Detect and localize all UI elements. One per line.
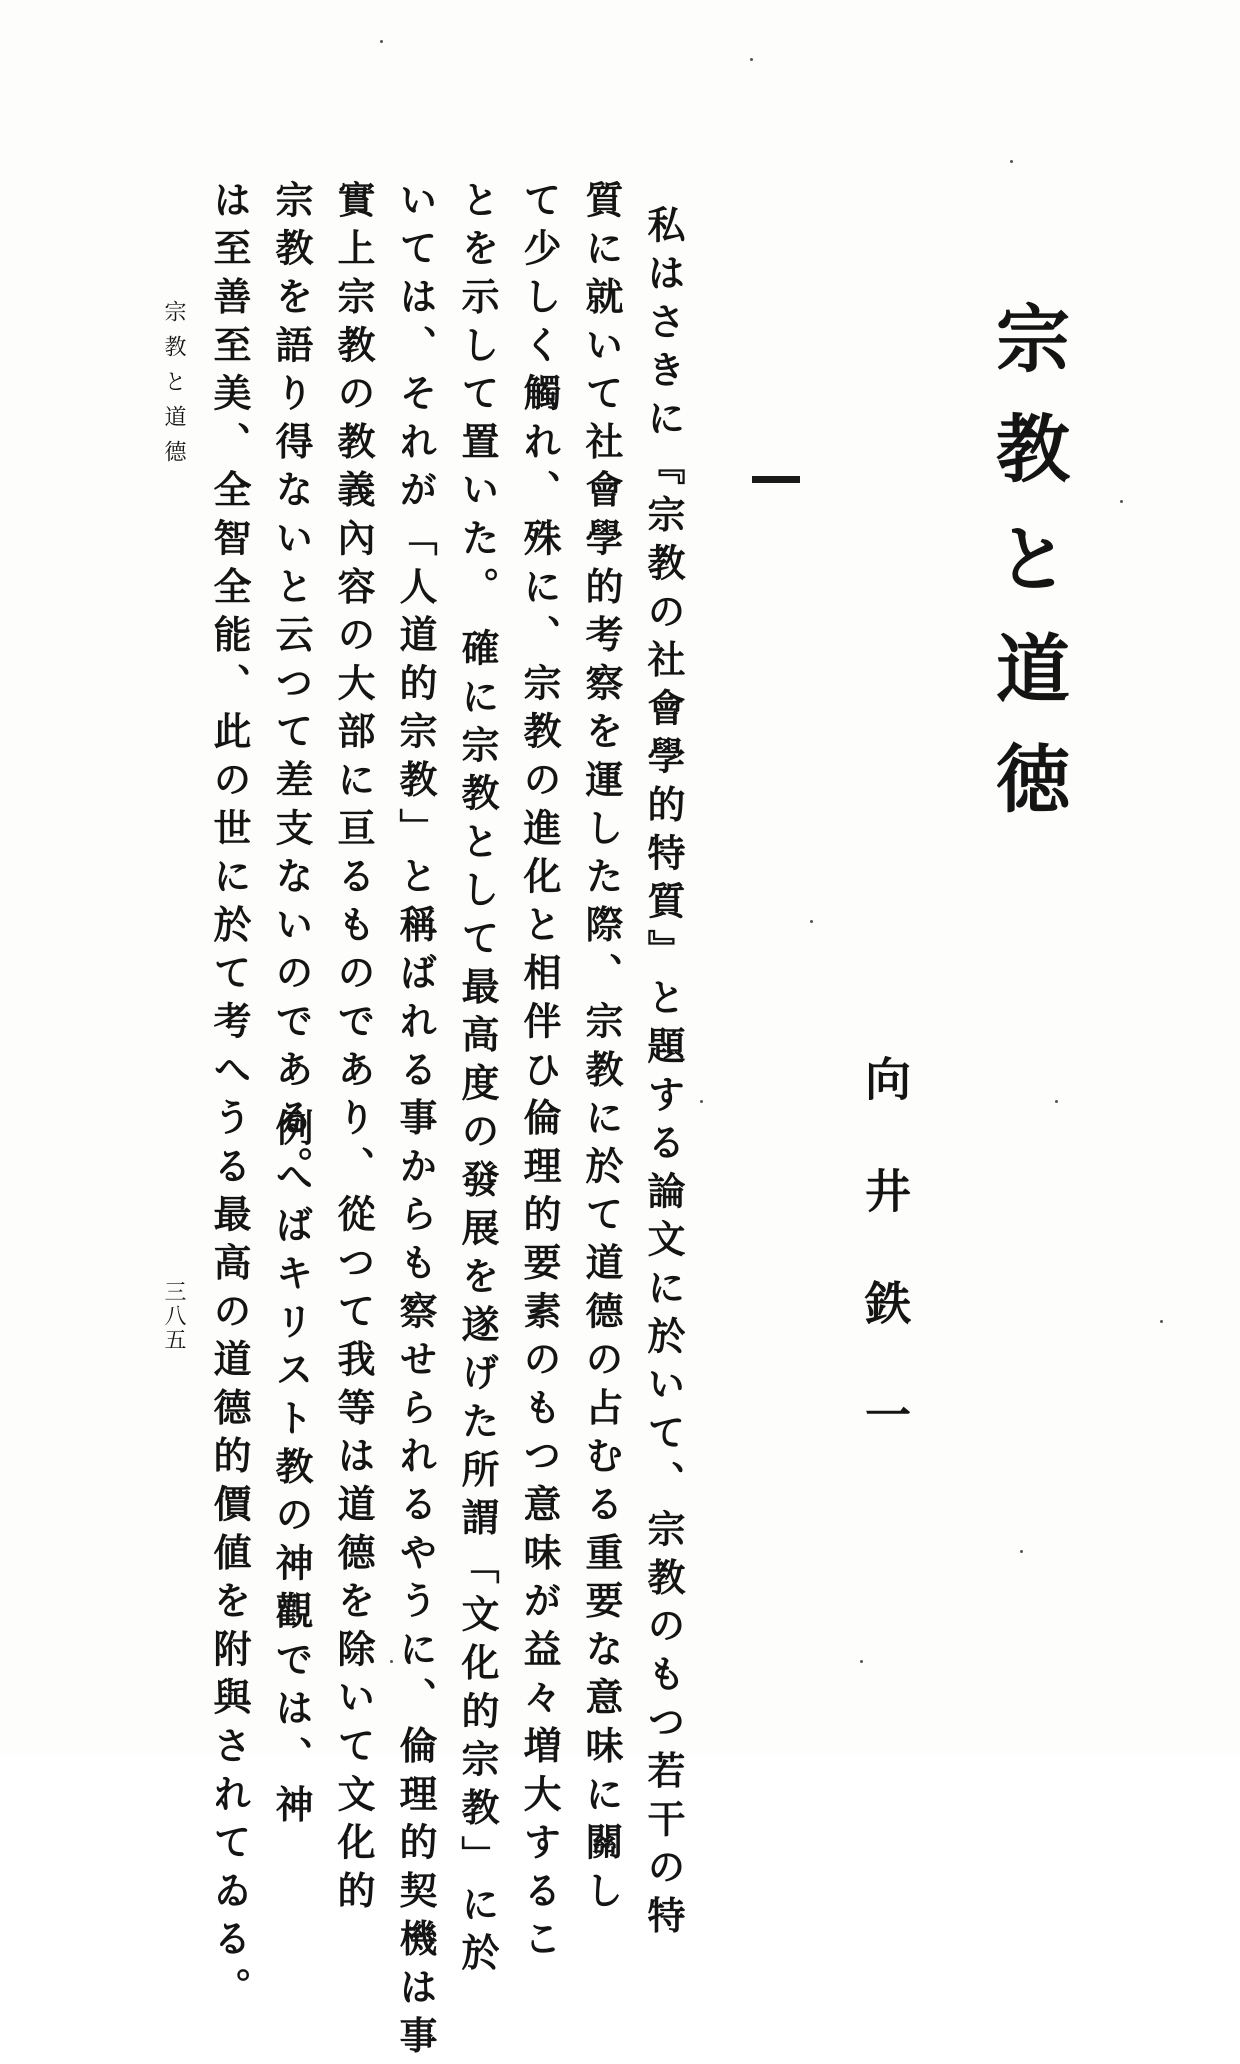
body-line-8: 宗教を語り得ないと云つて差支ないのである。	[269, 180, 314, 1195]
body-line-10: は至善至美、全智全能、此の世に於て考へうる最高の道德的價値を附與されてゐる。	[207, 180, 252, 2016]
scan-speck	[1020, 1550, 1023, 1553]
scan-speck	[1055, 1100, 1058, 1103]
scan-speck	[810, 920, 813, 923]
section-number-mark	[752, 476, 800, 483]
body-line-5: 確に宗教として最高度の發展を遂げた所謂「文化的宗教」に於	[455, 580, 500, 1981]
scan-speck	[1160, 1320, 1163, 1323]
body-line-1: 私はさきに『宗教の社會學的特質』と題する論文に於いて、宗教のもつ若干の特	[641, 205, 686, 1944]
body-line-9: 例へばキリスト教の神觀では、神	[269, 1060, 314, 1833]
body-line-2: 質に就いて社會學的考察を運した際、宗教に於て道德の占むる重要な意味に關し	[579, 180, 624, 1919]
scan-speck	[1120, 500, 1123, 503]
scan-speck	[860, 1660, 863, 1663]
body-line-7: 實上宗教の教義內容の大部に亘るものであり、從つて我等は道德を除いて文化的	[331, 180, 376, 1919]
running-head: 宗教と道德	[161, 300, 186, 475]
article-author: 向井鉄一	[858, 1055, 912, 1503]
body-line-4: とを示して置いた。	[455, 180, 500, 615]
scan-speck	[750, 58, 753, 61]
article-title: 宗教と道徳	[984, 300, 1070, 850]
scan-speck	[380, 40, 383, 43]
scan-speck	[1010, 160, 1013, 163]
page-number: 三八五	[161, 1280, 186, 1352]
body-line-3: て少しく觸れ、殊に、宗教の進化と相伴ひ倫理的要素のもつ意味が益々増大するこ	[517, 180, 562, 1968]
scan-speck	[390, 1660, 393, 1663]
scan-speck	[700, 1100, 703, 1103]
body-line-6: いては、それが「人道的宗教」と稱ばれる事からも察せられるやうに、倫理的契機は事	[393, 180, 438, 2064]
